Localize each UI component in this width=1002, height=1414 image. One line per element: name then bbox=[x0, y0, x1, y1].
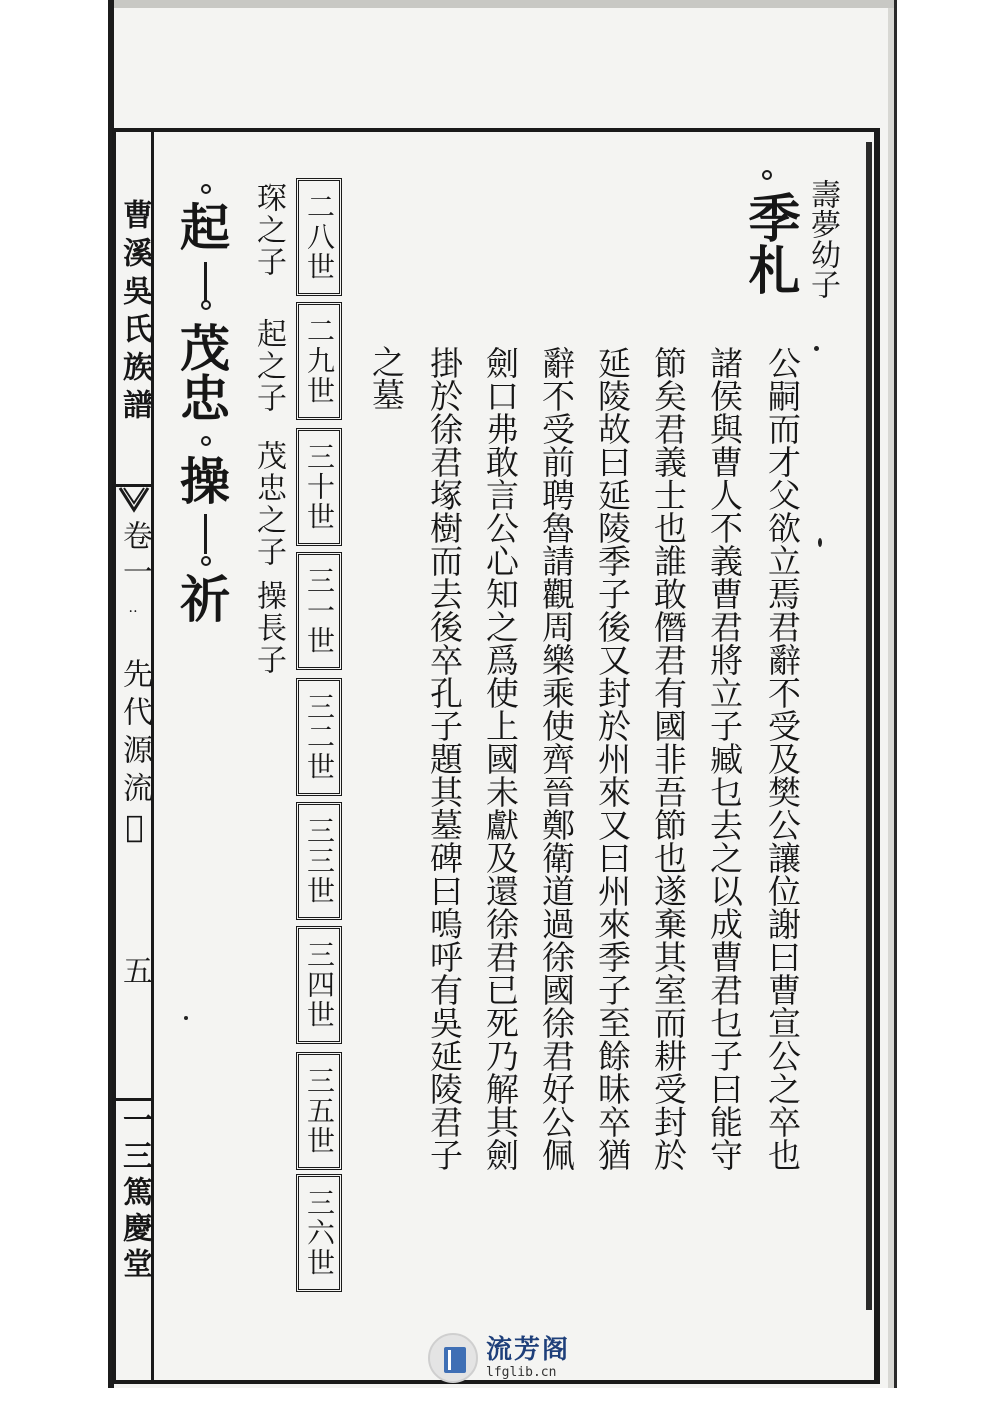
biography-name: 季札 bbox=[739, 191, 800, 295]
person-name: 茂忠 bbox=[172, 322, 231, 422]
lineage-connector bbox=[204, 262, 207, 302]
biography-text-column: 辭不受前聘魯請觀周樂乘使齊晉鄭衛道過徐國徐君好公佩 bbox=[537, 345, 576, 1171]
book-icon bbox=[428, 1333, 478, 1383]
biography-relation: 壽夢幼子 bbox=[805, 179, 840, 299]
generation-box: 三六世 bbox=[296, 1174, 342, 1292]
spine-section-title: 先代源流𤁆 bbox=[117, 657, 152, 853]
frame-inner-rule bbox=[866, 142, 872, 1310]
page-top-edge bbox=[108, 0, 894, 8]
lineage-note: 琛之子 bbox=[251, 182, 286, 278]
ink-speck bbox=[814, 346, 819, 351]
biography-text-column: 掛於徐君塚樹而去後卒孔子題其墓碑曰嗚呼有吳延陵君子 bbox=[425, 345, 464, 1171]
biography-text-column: 延陵故曰延陵季子後又封於州來又曰州來季子至餘昧卒猶 bbox=[593, 345, 632, 1171]
lineage-node-marker bbox=[201, 556, 211, 566]
generation-column bbox=[296, 178, 346, 1290]
generation-box: 二八世 bbox=[296, 178, 342, 296]
site-watermark bbox=[428, 1326, 588, 1390]
ink-speck bbox=[184, 1016, 188, 1020]
person-name: 祈 bbox=[172, 573, 231, 623]
lineage-node-marker bbox=[201, 436, 211, 446]
fishtail-mark bbox=[118, 486, 150, 516]
lineage-connector bbox=[204, 514, 207, 554]
generation-box: 二九世 bbox=[296, 302, 342, 420]
lineage-node-marker bbox=[201, 184, 211, 194]
spine-volume: 卷一 bbox=[117, 520, 152, 592]
biography-text-column: 之墓 bbox=[367, 345, 406, 411]
spine-title: 曹溪吳氏族譜 bbox=[117, 198, 152, 427]
lineage-node-marker bbox=[201, 300, 211, 310]
biography-text-column: 諸侯與曹人不義曹君將立子臧乜去之以成曹君乜子曰能守 bbox=[705, 345, 744, 1171]
watermark-name: 流芳阁 bbox=[486, 1335, 571, 1365]
biography-text-column: 劍口弗敢言公心知之爲使上國未獻及還徐君已死乃解其劍 bbox=[481, 345, 520, 1171]
generation-box: 三三世 bbox=[296, 802, 342, 920]
lineage-note: 茂忠之子 bbox=[251, 440, 286, 568]
biography-text-column: 公嗣而才父欲立焉君辭不受及樊公讓位謝曰曹宣公之卒也 bbox=[763, 345, 802, 1171]
spine-dots: ‥ bbox=[128, 600, 138, 616]
person-name: 操 bbox=[172, 455, 231, 505]
spine-page-number: 五 bbox=[117, 955, 152, 985]
person-name: 起 bbox=[172, 201, 231, 251]
ink-speck bbox=[818, 538, 822, 547]
generation-box: 三一世 bbox=[296, 552, 342, 670]
lineage-note: 操長子 bbox=[251, 580, 286, 676]
watermark-url: lfglib.cn bbox=[486, 1365, 557, 1380]
generation-box: 三五世 bbox=[296, 1052, 342, 1170]
lineage-note: 起之子 bbox=[251, 318, 286, 414]
spine-hall-name: 一三篤慶堂 bbox=[117, 1104, 152, 1284]
generation-box: 三十世 bbox=[296, 428, 342, 546]
generation-box: 三四世 bbox=[296, 926, 342, 1044]
spine-rule-bottom bbox=[114, 1098, 154, 1101]
biography-text-column: 節矣君義士也誰敢僭君有國非吾節也遂棄其室而耕受封於 bbox=[649, 345, 688, 1171]
generation-box: 三二世 bbox=[296, 678, 342, 796]
